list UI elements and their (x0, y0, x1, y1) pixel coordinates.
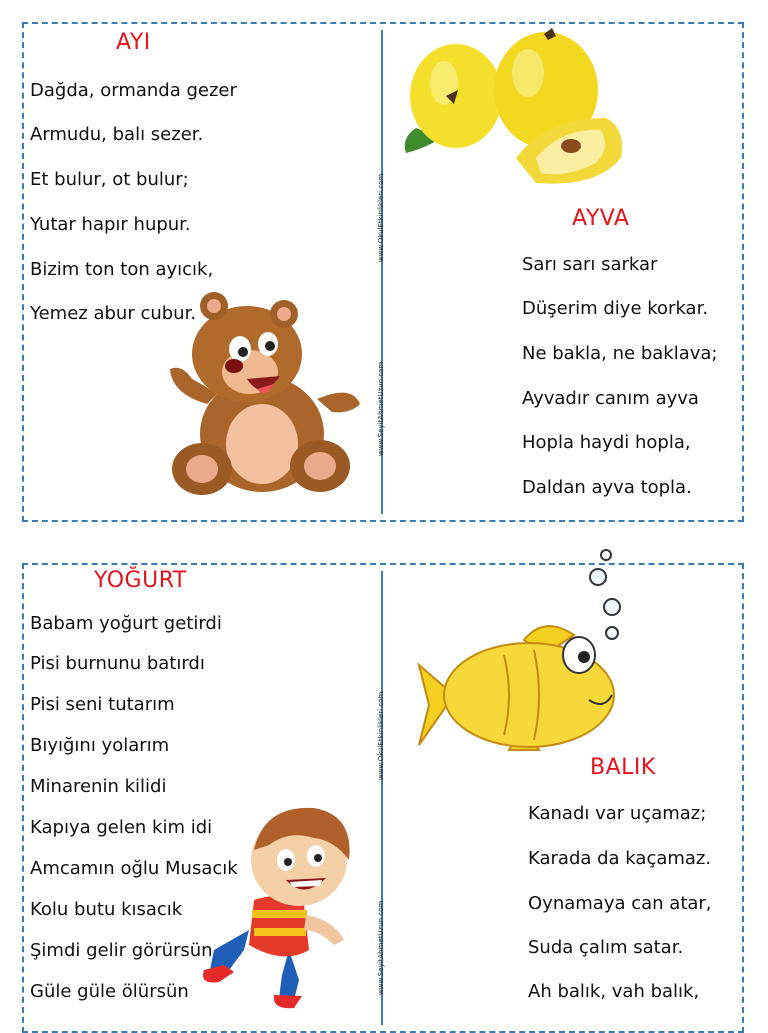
poem-line: Pisi burnunu batırdı (30, 653, 205, 674)
poem-title-ayi: AYI (116, 30, 151, 55)
poem-line: Kolu butu kısacık (30, 899, 183, 920)
poem-line: Et bulur, ot bulur; (30, 169, 189, 190)
poem-line: Suda çalım satar. (528, 937, 684, 958)
poem-line: Kapıya gelen kim idi (30, 817, 213, 838)
quince-illustration (396, 28, 636, 198)
poem-line: Yemez abur cubur. (30, 303, 197, 324)
poem-line: Bıyığını yolarım (30, 735, 170, 756)
poem-line: Karada da kaçamaz. (528, 848, 712, 869)
poem-title-balik: BALIK (590, 755, 656, 780)
poem-line: Yutar hapır hupur. (30, 214, 191, 235)
poem-line: Sarı sarı sarkar (522, 254, 658, 275)
watermark-text: www.OkulEtkinlikleri.com (377, 691, 385, 780)
poem-line: Daldan ayva topla. (522, 477, 692, 498)
poem-line: Pisi seni tutarım (30, 694, 175, 715)
poem-line: Hopla haydi hopla, (522, 432, 691, 453)
poem-line: Kanadı var uçamaz; (528, 803, 707, 824)
poem-title-yogurt: YOĞURT (94, 568, 187, 593)
boy-illustration (194, 800, 384, 1010)
poem-title-ayva: AYVA (572, 206, 630, 231)
poem-line: Dağda, ormanda gezer (30, 80, 237, 101)
poem-line: Armudu, balı sezer. (30, 124, 204, 145)
poem-line: Şimdi gelir görürsün (30, 940, 213, 961)
poem-line: Ayvadır canım ayva (522, 388, 699, 409)
poem-line: Düşerim diye korkar. (522, 298, 709, 319)
poem-card-top (22, 22, 744, 522)
bear-illustration (162, 284, 362, 504)
watermark-text: www.SeyitAhmetUzun.com (377, 900, 385, 995)
poem-line: Bizim ton ton ayıcık, (30, 259, 214, 280)
poem-line: Ah balık, vah balık, (528, 981, 700, 1002)
poem-line: Babam yoğurt getirdi (30, 613, 222, 634)
watermark-text: www.SeyitAhmetUzun.com (377, 361, 385, 456)
poem-card-bottom (22, 563, 744, 1033)
poem-line: Ne bakla, ne baklava; (522, 343, 718, 364)
fish-illustration (414, 545, 654, 775)
watermark-text: www.OkulEtkinlikleri.com (377, 173, 385, 262)
poem-line: Güle güle ölürsün (30, 981, 189, 1002)
poem-line: Amcamın oğlu Musacık (30, 858, 238, 879)
poem-line: Minarenin kilidi (30, 776, 167, 797)
poem-line: Oynamaya can atar, (528, 893, 712, 914)
